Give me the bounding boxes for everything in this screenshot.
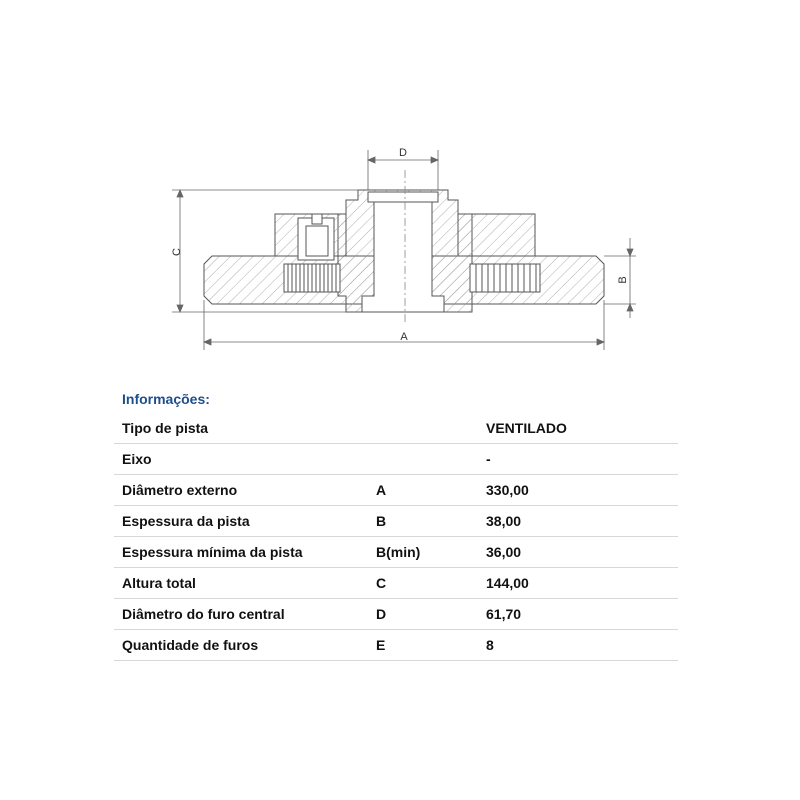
dimension-d-label: D [399, 147, 407, 159]
spec-code: B(min) [368, 537, 478, 568]
table-row [114, 475, 678, 506]
specs-table [114, 413, 678, 661]
table-row [114, 444, 678, 475]
spec-value: - [478, 444, 678, 475]
spec-code: D [368, 599, 478, 630]
wheel-stud [298, 214, 334, 260]
dimension-c-label: C [171, 248, 183, 256]
spec-code [368, 413, 478, 444]
spec-label: Eixo [114, 444, 368, 475]
brake-disc-drawing [0, 0, 800, 380]
spec-value: 36,00 [478, 537, 678, 568]
spec-value: 61,70 [478, 599, 678, 630]
central-bore [362, 192, 444, 312]
spec-label: Tipo de pista [114, 413, 368, 444]
spec-value: 144,00 [478, 568, 678, 599]
table-row [114, 537, 678, 568]
spec-value: VENTILADO [478, 413, 678, 444]
spec-label: Diâmetro externo [114, 475, 368, 506]
spec-code: B [368, 506, 478, 537]
table-row [114, 630, 678, 661]
spec-value: 38,00 [478, 506, 678, 537]
dimension-b-label: B [617, 276, 629, 284]
table-row [114, 506, 678, 537]
spec-code: A [368, 475, 478, 506]
spec-value: 8 [478, 630, 678, 661]
spec-code: C [368, 568, 478, 599]
spec-code [368, 444, 478, 475]
dimension-a-label: A [400, 331, 408, 343]
spec-value: 330,00 [478, 475, 678, 506]
table-row [114, 413, 678, 444]
section-title: Informações: [122, 391, 210, 407]
spec-label: Altura total [114, 568, 368, 599]
spec-label: Quantidade de furos [114, 630, 368, 661]
spec-code: E [368, 630, 478, 661]
spec-label: Espessura mínima da pista [114, 537, 368, 568]
table-row [114, 599, 678, 630]
table-row [114, 568, 678, 599]
spec-label: Diâmetro do furo central [114, 599, 368, 630]
spec-label: Espessura da pista [114, 506, 368, 537]
